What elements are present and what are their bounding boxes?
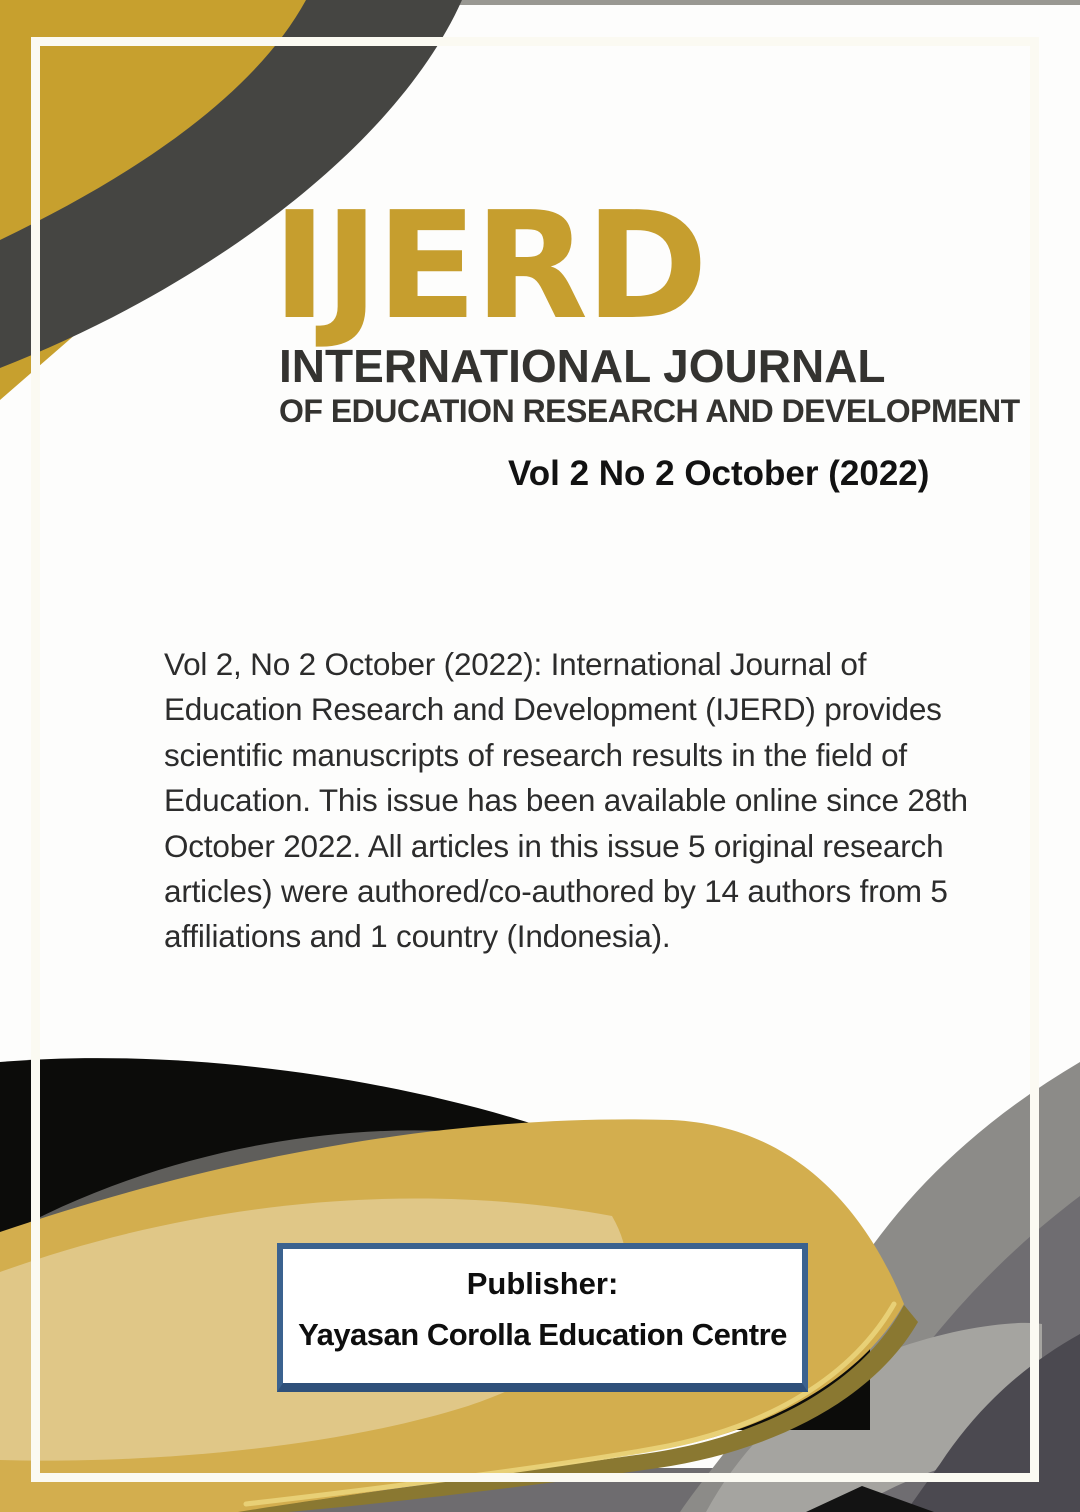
publisher-label: Publisher: <box>466 1266 619 1301</box>
journal-acronym: IJERD <box>272 180 706 352</box>
top-hairline <box>420 0 1080 5</box>
publisher-name: Yayasan Corolla Education Centre <box>298 1317 787 1352</box>
issue-line: Vol 2 No 2 October (2022) <box>508 454 930 493</box>
description-line: affiliations and 1 country (Indonesia). <box>164 918 671 955</box>
description-line: scientific manuscripts of research results in the field of <box>164 736 907 773</box>
issue-description <box>164 642 968 960</box>
description-line: Education Research and Development (IJERD) provides <box>164 691 942 728</box>
description-line: articles) were authored/co-authored by 14 authors from 5 <box>164 873 948 910</box>
journal-title-line1: INTERNATIONAL JOURNAL <box>279 340 886 392</box>
description-line: Vol 2, No 2 October (2022): International Journal of <box>164 646 867 682</box>
journal-title-line2: OF EDUCATION RESEARCH AND DEVELOPMENT <box>279 393 1020 429</box>
description-line: October 2022. All articles in this issue 5 original research <box>164 827 944 864</box>
publisher-box <box>277 1243 808 1392</box>
description-line: Education. This issue has been available online since 28th <box>164 782 968 819</box>
